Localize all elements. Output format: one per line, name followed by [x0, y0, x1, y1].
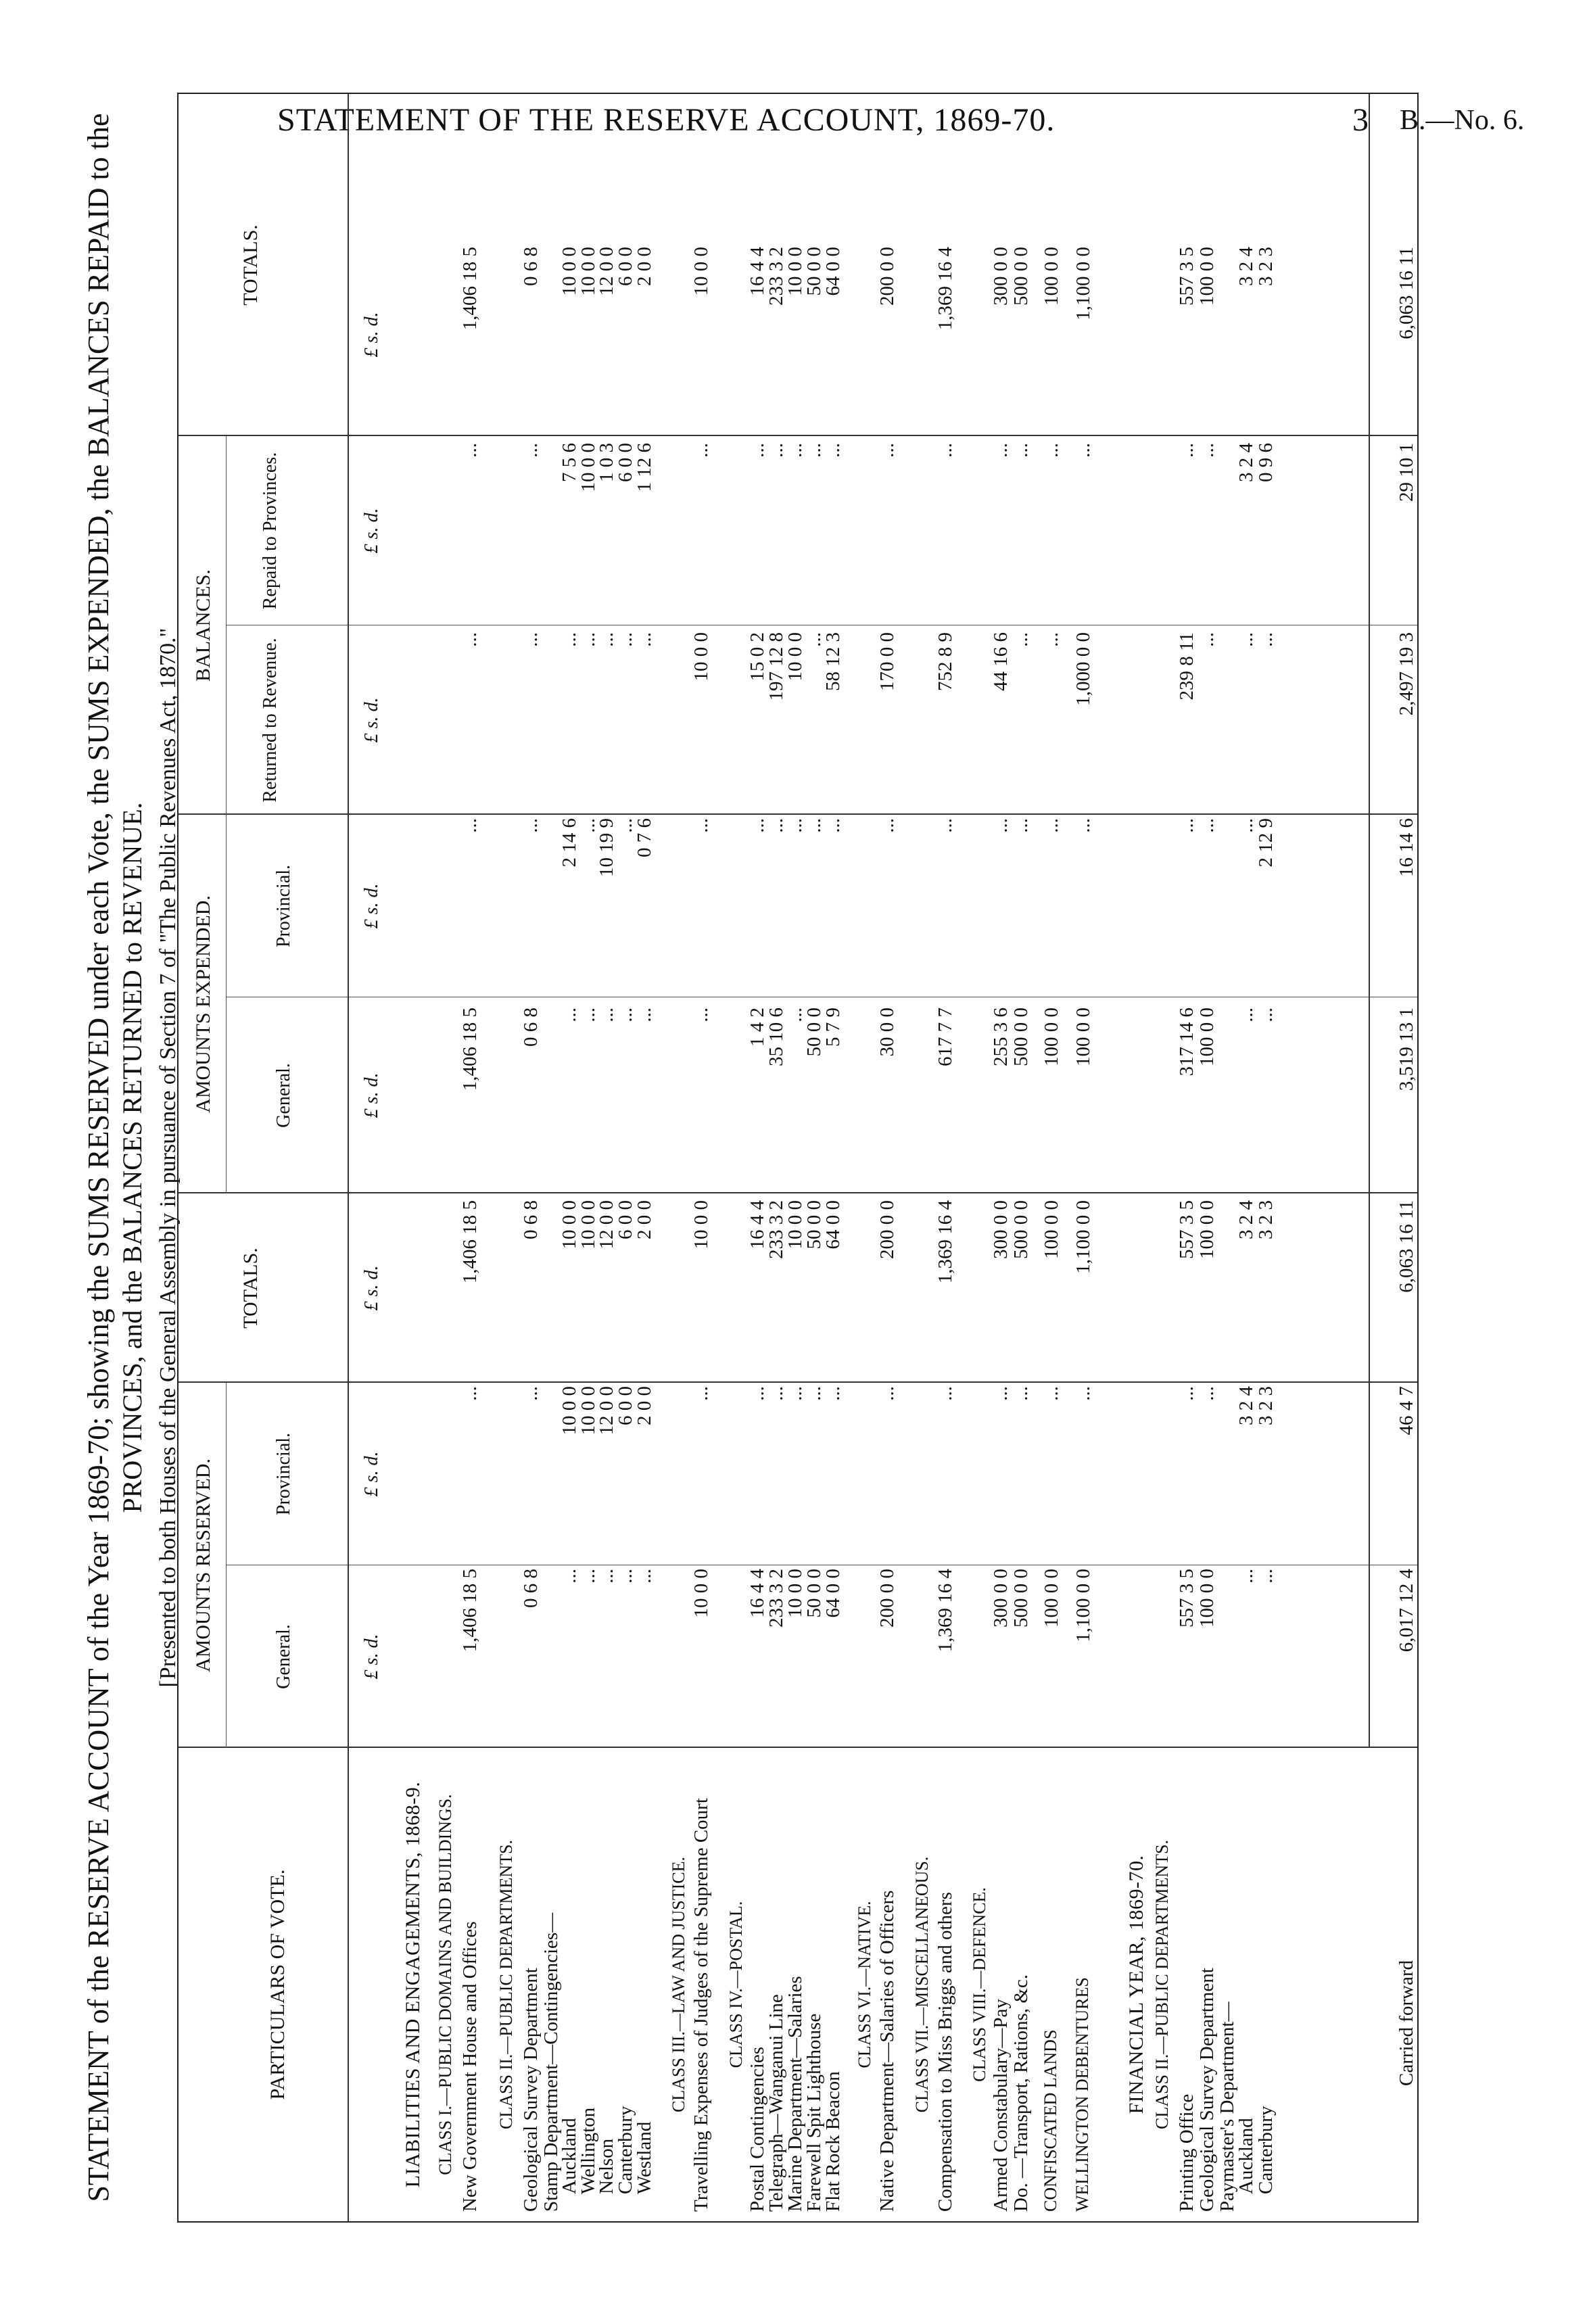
cell-br: ...: [1196, 632, 1218, 647]
cell-eg: 50 0 0: [803, 1007, 825, 1057]
cell-t: 10 0 0: [690, 1200, 712, 1250]
unit-label: £ s. d.: [361, 1451, 382, 1497]
cell-bt: 1,406 18 5: [459, 247, 481, 331]
cell-bp: ...: [765, 443, 787, 458]
row-label: Farewell Spit Lighthouse: [803, 2013, 825, 2212]
cell-br: 15 0 2: [746, 632, 768, 682]
row-label: Geological Survey Department: [520, 1968, 542, 2212]
cell-bp: 6 0 0: [615, 443, 636, 482]
cell-br: 1,000 0 0: [1072, 632, 1094, 706]
cell-bp: 3 2 4: [1235, 443, 1257, 482]
header-rule: [226, 436, 227, 815]
cell-ep: ...: [459, 818, 481, 833]
cell-bt: 6 0 0: [615, 247, 636, 286]
cell-br: ...: [577, 632, 599, 647]
cell-br: ...: [1255, 632, 1277, 647]
col-rule: [179, 813, 1417, 815]
cell-br: ...: [1235, 632, 1257, 647]
cell-bt: 1,369 16 4: [934, 247, 956, 331]
row-label: CLASS VII.—MISCELLANEOUS.: [912, 1856, 932, 2113]
cell-p: 6 0 0: [615, 1386, 636, 1425]
cell-eg: ...: [690, 1007, 712, 1022]
cell-eg: 100 0 0: [1041, 1007, 1062, 1066]
cell-bp: 29 10 1: [1396, 443, 1417, 502]
cell-br: ...: [559, 632, 580, 647]
total-rule: [1369, 94, 1370, 1748]
cell-bp: 10 0 0: [577, 443, 599, 492]
cell-bp: ...: [1072, 443, 1094, 458]
cell-t: 100 0 0: [1196, 1200, 1218, 1259]
cell-bt: 100 0 0: [1196, 247, 1218, 306]
row-label: Auckland: [559, 2118, 580, 2194]
cell-ep: ...: [615, 818, 636, 833]
cell-bt: 64 0 0: [822, 247, 844, 296]
cell-br: 170 0 0: [876, 632, 898, 691]
cell-t: 64 0 0: [822, 1200, 844, 1250]
header-balances: BALANCES.: [192, 569, 214, 682]
cell-g: 10 0 0: [690, 1569, 712, 1618]
cell-ep: ...: [822, 818, 844, 833]
cell-p: ...: [990, 1386, 1012, 1401]
cell-eg: 3,519 13 1: [1396, 1007, 1417, 1091]
cell-ep: ...: [784, 818, 806, 833]
cell-t: 500 0 0: [1010, 1200, 1032, 1259]
header-bottom-rule: [348, 94, 349, 2221]
cell-eg: 5 7 9: [822, 1007, 844, 1047]
cell-bp: ...: [876, 443, 898, 458]
header-reserved-totals: TOTALS.: [239, 1248, 262, 1329]
row-label: Nelson: [596, 2138, 617, 2194]
cell-g: 300 0 0: [990, 1569, 1012, 1628]
cell-ep: ...: [1176, 818, 1197, 833]
header-reserved-general: General.: [273, 1624, 294, 1689]
row-label: Travelling Expenses of Judges of the Supreme Court: [690, 1798, 712, 2212]
col-rule: [179, 1381, 1417, 1383]
cell-ep: 0 7 6: [634, 818, 655, 857]
cell-bp: ...: [690, 443, 712, 458]
row-label: Paymaster's Department—: [1216, 2001, 1238, 2212]
cell-eg: ...: [1235, 1007, 1257, 1022]
cell-br: 197 12 8: [765, 632, 787, 701]
cell-eg: 617 7 7: [934, 1007, 956, 1066]
cell-bp: ...: [822, 443, 844, 458]
cell-ep: ...: [990, 818, 1012, 833]
cell-bt: 12 0 0: [596, 247, 617, 296]
cell-bt: 16 4 4: [746, 247, 768, 296]
cell-t: 10 0 0: [577, 1200, 599, 1250]
row-label: Printing Office: [1176, 2093, 1197, 2212]
row-label: CLASS IV.—POSTAL.: [726, 1901, 746, 2068]
cell-eg: ...: [784, 1007, 806, 1022]
cell-g: ...: [596, 1569, 617, 1584]
cell-t: 1,369 16 4: [934, 1200, 956, 1284]
row-label: CLASS III.—LAW AND JUSTICE.: [669, 1856, 688, 2113]
header-rule: [226, 815, 227, 1193]
cell-br: ...: [803, 632, 825, 647]
statement-caption-line2: PROVINCES, and the BALANCES RETURNED to REVENUE.: [117, 802, 147, 1513]
cell-ep: 10 19 9: [596, 818, 617, 877]
row-label: CLASS VIII.—DEFENCE.: [970, 1887, 989, 2082]
cell-br: ...: [1041, 632, 1062, 647]
cell-g: 233 3 2: [765, 1569, 787, 1628]
statement-caption: STATEMENT of the RESERVE ACCOUNT of the Year 1869-70; showing the SUMS RESERVED under each Vote, the SUMS EXPENDED, the BALANCES REPAID to the: [82, 113, 115, 2202]
cell-g: 1,100 0 0: [1072, 1569, 1094, 1642]
cell-bp: ...: [1010, 443, 1032, 458]
cell-p: 3 2 4: [1235, 1386, 1257, 1425]
cell-eg: 317 14 6: [1176, 1007, 1197, 1076]
cell-ep: ...: [876, 818, 898, 833]
cell-br: ...: [596, 632, 617, 647]
cell-t: 6,063 16 11: [1396, 1200, 1417, 1293]
cell-p: ...: [876, 1386, 898, 1401]
cell-t: 100 0 0: [1041, 1200, 1062, 1259]
cell-bt: 6,063 16 11: [1396, 247, 1417, 339]
col-rule: [179, 435, 1417, 436]
cell-g: ...: [559, 1569, 580, 1584]
col-rule: [179, 1747, 1417, 1748]
header-amounts-reserved: AMOUNTS RESERVED.: [192, 1459, 214, 1672]
row-label: Marine Department—Salaries: [784, 1976, 806, 2212]
cell-bp: 1 0 3: [596, 443, 617, 482]
row-label: Canterbury: [615, 2106, 636, 2194]
cell-bp: 0 9 6: [1255, 443, 1277, 482]
col-rule: [179, 1192, 1417, 1193]
cell-g: 16 4 4: [746, 1569, 768, 1618]
cell-p: 46 4 7: [1396, 1386, 1417, 1436]
cell-bp: ...: [459, 443, 481, 458]
unit-label: £ s. d.: [361, 508, 382, 554]
cell-t: 6 0 0: [615, 1200, 636, 1239]
unit-label: £ s. d.: [361, 883, 382, 929]
row-label: New Government House and Offices: [459, 1921, 481, 2212]
cell-t: 50 0 0: [803, 1200, 825, 1250]
cell-br: 58 12 3: [822, 632, 844, 691]
cell-br: 10 0 0: [784, 632, 806, 682]
cell-bt: 3 2 4: [1235, 247, 1257, 286]
cell-eg: ...: [577, 1007, 599, 1022]
statement-presented-note: [Presented to both Houses of the General Assembly in pursuance of Section 7 of "The Public Revenues Act, 1870.": [156, 627, 181, 1688]
row-label: Do. —Transport, Rations, &c.: [1010, 1974, 1032, 2212]
cell-g: 0 6 8: [520, 1569, 542, 1608]
cell-t: 200 0 0: [876, 1200, 898, 1259]
unit-label: £ s. d.: [361, 312, 382, 358]
cell-bp: ...: [934, 443, 956, 458]
cell-bt: 3 2 3: [1255, 247, 1277, 286]
cell-p: 10 0 0: [577, 1386, 599, 1436]
cell-t: 1,100 0 0: [1072, 1200, 1094, 1274]
header-balance-totals: TOTALS.: [239, 224, 262, 306]
header-rule: [226, 1383, 227, 1748]
cell-bt: 233 3 2: [765, 247, 787, 306]
cell-bt: 557 3 5: [1176, 247, 1197, 306]
header-amounts-expended: AMOUNTS EXPENDED.: [192, 895, 214, 1113]
row-label: FINANCIAL YEAR, 1869-70.: [1125, 1855, 1147, 2114]
header-reserved-provincial: Provincial.: [273, 1432, 294, 1516]
cell-g: 64 0 0: [822, 1569, 844, 1618]
header-expended-provincial: Provincial.: [273, 864, 294, 948]
unit-label: £ s. d.: [361, 1634, 382, 1680]
row-label: Native Department—Salaries of Officers: [876, 1890, 898, 2212]
cell-t: 233 3 2: [765, 1200, 787, 1259]
cell-t: 1,406 18 5: [459, 1200, 481, 1284]
row-label: Compensation to Miss Briggs and others: [934, 1892, 956, 2212]
cell-g: 557 3 5: [1176, 1569, 1197, 1628]
cell-p: ...: [1010, 1386, 1032, 1401]
cell-br: 752 8 9: [934, 632, 956, 691]
unit-label: £ s. d.: [361, 1265, 382, 1311]
cell-bp: 7 5 6: [559, 443, 580, 482]
cell-bp: ...: [520, 443, 542, 458]
row-label: Westland: [634, 2121, 655, 2194]
document-reference: B.—No. 6.: [1400, 105, 1525, 136]
cell-eg: 0 6 8: [520, 1007, 542, 1047]
unit-label: £ s. d.: [361, 697, 382, 743]
cell-p: ...: [822, 1386, 844, 1401]
cell-g: ...: [577, 1569, 599, 1584]
cell-t: 3 2 3: [1255, 1200, 1277, 1239]
row-label: Armed Constabulary—Pay: [990, 1999, 1012, 2212]
cell-ep: 16 14 6: [1396, 818, 1417, 877]
cell-br: ...: [615, 632, 636, 647]
row-label: CLASS II.—PUBLIC DEPARTMENTS.: [496, 1840, 516, 2129]
cell-t: 16 4 4: [746, 1200, 768, 1250]
cell-g: ...: [1235, 1569, 1257, 1584]
cell-g: 200 0 0: [876, 1569, 898, 1628]
row-label: Stamp Department—Contingencies—: [540, 1912, 562, 2212]
cell-ep: ...: [690, 818, 712, 833]
cell-br: ...: [1010, 632, 1032, 647]
cell-ep: ...: [577, 818, 599, 833]
row-label: Auckland: [1235, 2118, 1257, 2194]
cell-ep: ...: [1072, 818, 1094, 833]
cell-p: ...: [746, 1386, 768, 1401]
cell-ep: ...: [1010, 818, 1032, 833]
running-title: STATEMENT OF THE RESERVE ACCOUNT, 1869-70.: [277, 102, 1056, 138]
cell-ep: ...: [520, 818, 542, 833]
header-returned-to-revenue: Returned to Revenue.: [260, 638, 281, 803]
cell-bp: ...: [803, 443, 825, 458]
cell-bt: 100 0 0: [1041, 247, 1062, 306]
cell-p: ...: [690, 1386, 712, 1401]
cell-bp: ...: [784, 443, 806, 458]
cell-eg: 30 0 0: [876, 1007, 898, 1057]
cell-eg: ...: [559, 1007, 580, 1022]
row-label: CLASS I.—PUBLIC DOMAINS AND BUILDINGS.: [435, 1794, 455, 2175]
cell-bt: 10 0 0: [577, 247, 599, 296]
row-label: Telegraph—Wanganui Line: [765, 1994, 787, 2212]
cell-p: ...: [784, 1386, 806, 1401]
cell-bp: ...: [746, 443, 768, 458]
cell-eg: 255 3 6: [990, 1007, 1012, 1066]
cell-g: 6,017 12 4: [1396, 1569, 1417, 1653]
cell-br: ...: [520, 632, 542, 647]
unit-label: £ s. d.: [361, 1072, 382, 1118]
cell-g: 100 0 0: [1196, 1569, 1218, 1628]
cell-g: 1,406 18 5: [459, 1569, 481, 1653]
cell-eg: 1,406 18 5: [459, 1007, 481, 1091]
cell-g: ...: [634, 1569, 655, 1584]
cell-t: 0 6 8: [520, 1200, 542, 1239]
cell-bt: 0 6 8: [520, 247, 542, 286]
row-label: CLASS VI.—NATIVE.: [855, 1901, 874, 2068]
cell-p: ...: [520, 1386, 542, 1401]
cell-t: 3 2 4: [1235, 1200, 1257, 1239]
cell-bt: 200 0 0: [876, 247, 898, 306]
row-label: WELLINGTON DEBENTURES: [1072, 1977, 1092, 2212]
cell-ep: ...: [1196, 818, 1218, 833]
cell-g: ...: [615, 1569, 636, 1584]
cell-p: ...: [1041, 1386, 1062, 1401]
cell-bt: 10 0 0: [690, 247, 712, 296]
reserve-account-table: [177, 93, 1419, 2223]
header-particulars: PARTICULARS OF VOTE.: [266, 1869, 289, 2100]
cell-p: ...: [934, 1386, 956, 1401]
row-label: Flat Rock Beacon: [822, 2071, 844, 2212]
cell-p: 12 0 0: [596, 1386, 617, 1436]
cell-g: 100 0 0: [1041, 1569, 1062, 1628]
cell-p: ...: [1072, 1386, 1094, 1401]
cell-bp: ...: [1176, 443, 1197, 458]
header-expended-general: General.: [273, 1063, 294, 1128]
cell-ep: ...: [746, 818, 768, 833]
cell-bt: 10 0 0: [559, 247, 580, 296]
cell-eg: 35 10 6: [765, 1007, 787, 1066]
cell-t: 10 0 0: [784, 1200, 806, 1250]
cell-t: 10 0 0: [559, 1200, 580, 1250]
cell-t: 300 0 0: [990, 1200, 1012, 1259]
cell-g: ...: [1255, 1569, 1277, 1584]
cell-eg: 500 0 0: [1010, 1007, 1032, 1066]
cell-bt: 10 0 0: [784, 247, 806, 296]
cell-bt: 50 0 0: [803, 247, 825, 296]
cell-bt: 300 0 0: [990, 247, 1012, 306]
cell-g: 1,369 16 4: [934, 1569, 956, 1653]
cell-eg: ...: [1255, 1007, 1277, 1022]
cell-p: 2 0 0: [634, 1386, 655, 1425]
cell-p: 10 0 0: [559, 1386, 580, 1436]
cell-eg: 100 0 0: [1196, 1007, 1218, 1066]
cell-g: 10 0 0: [784, 1569, 806, 1618]
row-label: Geological Survey Department: [1196, 1968, 1218, 2212]
page-number: 3: [1352, 102, 1369, 138]
cell-eg: ...: [596, 1007, 617, 1022]
cell-br: 239 8 11: [1176, 632, 1197, 701]
cell-p: 3 2 3: [1255, 1386, 1277, 1425]
cell-bt: 1,100 0 0: [1072, 247, 1094, 321]
cell-t: 12 0 0: [596, 1200, 617, 1250]
header-repaid-to-provinces: Repaid to Provinces.: [260, 452, 281, 610]
cell-eg: ...: [634, 1007, 655, 1022]
row-label: CONFISCATED LANDS: [1041, 2029, 1060, 2212]
cell-t: 557 3 5: [1176, 1200, 1197, 1259]
cell-br: ...: [459, 632, 481, 647]
cell-ep: 2 14 6: [559, 818, 580, 868]
row-label: LIABILITIES AND ENGAGEMENTS, 1868-9.: [402, 1781, 424, 2188]
cell-g: 500 0 0: [1010, 1569, 1032, 1628]
row-label: CLASS II.—PUBLIC DEPARTMENTS.: [1152, 1840, 1172, 2129]
cell-br: 10 0 0: [690, 632, 712, 682]
cell-ep: ...: [934, 818, 956, 833]
cell-eg: 1 4 2: [746, 1007, 768, 1047]
cell-bt: 500 0 0: [1010, 247, 1032, 306]
cell-br: 2,497 19 3: [1396, 632, 1417, 716]
cell-ep: ...: [803, 818, 825, 833]
cell-ep: ...: [1041, 818, 1062, 833]
cell-p: ...: [765, 1386, 787, 1401]
cell-ep: ...: [1235, 818, 1257, 833]
cell-t: 2 0 0: [634, 1200, 655, 1239]
cell-ep: 2 12 9: [1255, 818, 1277, 868]
cell-p: ...: [1196, 1386, 1218, 1401]
row-label: Carried forward: [1396, 1960, 1417, 2086]
cell-p: ...: [803, 1386, 825, 1401]
cell-p: ...: [459, 1386, 481, 1401]
cell-g: 50 0 0: [803, 1569, 825, 1618]
cell-eg: 100 0 0: [1072, 1007, 1094, 1066]
row-label: Postal Contingencies: [746, 2046, 768, 2212]
cell-bp: ...: [1196, 443, 1218, 458]
cell-ep: ...: [765, 818, 787, 833]
row-label: Wellington: [577, 2107, 599, 2194]
row-label: Canterbury: [1255, 2106, 1277, 2194]
cell-bp: ...: [1041, 443, 1062, 458]
cell-bt: 2 0 0: [634, 247, 655, 286]
cell-p: ...: [1176, 1386, 1197, 1401]
cell-eg: ...: [615, 1007, 636, 1022]
cell-br: 44 16 6: [990, 632, 1012, 691]
cell-bp: 1 12 6: [634, 443, 655, 492]
cell-br: ...: [634, 632, 655, 647]
cell-bp: ...: [990, 443, 1012, 458]
